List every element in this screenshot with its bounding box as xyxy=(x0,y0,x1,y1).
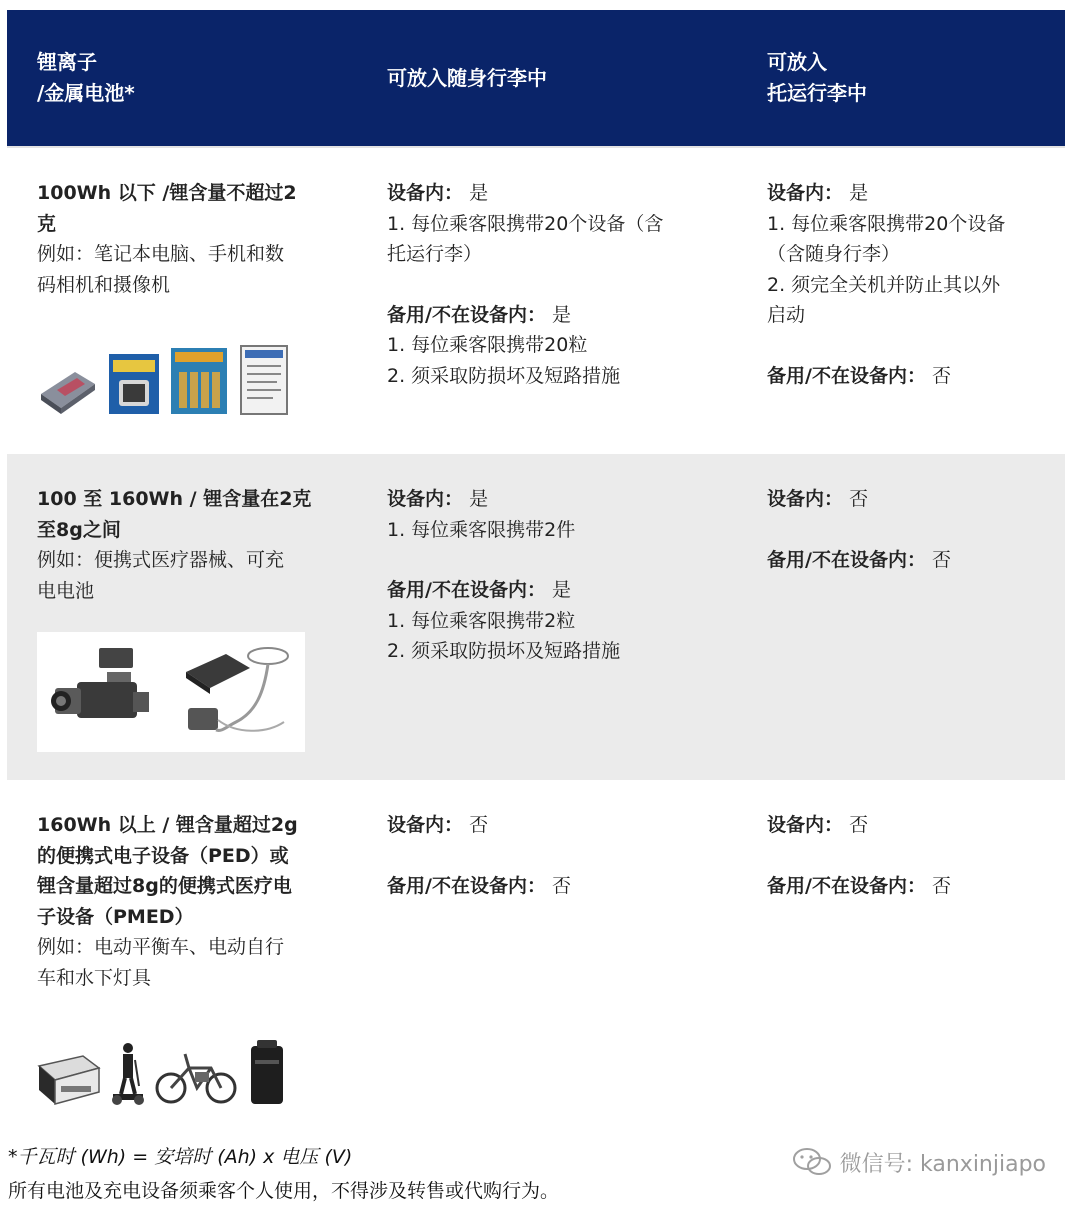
row-checked: 设备内： 是 1. 每位乘客限携带20个设备 （含随身行李） 2. 须完全关机并防止其以外 启动 备用/不在设备内： 否 xyxy=(767,182,1006,387)
laptop-battery-icon xyxy=(37,354,99,416)
watermark xyxy=(792,1146,1046,1178)
balance-scooter-icon xyxy=(111,1042,145,1106)
phone-battery-icon xyxy=(237,344,291,416)
table-row xyxy=(7,146,1065,454)
row-images xyxy=(37,632,305,752)
table-row xyxy=(7,780,1065,1140)
table-header xyxy=(7,10,1065,146)
ebike-battery-icon xyxy=(247,1040,287,1106)
row-category: 100 至 160Wh / 锂含量在2克 至8g之间 例如：便携式医疗器械、可充 电电池 xyxy=(7,454,357,780)
watermark-text: 微信号: kanxinjiapo xyxy=(839,1151,1046,1177)
camera-battery-icon xyxy=(107,350,161,416)
row-carry-on: 设备内： 是 1. 每位乘客限携带2件 备用/不在设备内： 是 1. 每位乘客限携带2粒 2. 须采取防损坏及短路措施 xyxy=(387,488,621,663)
footnote xyxy=(8,1140,559,1208)
row-carry-on: 设备内： 否 备用/不在设备内： 否 xyxy=(387,814,572,897)
medical-device-icon xyxy=(176,642,296,742)
footnote-usage-note: 所有电池及充电设备须乘客个人使用，不得涉及转售或代购行为。 xyxy=(8,1180,560,1202)
row-images xyxy=(37,336,333,416)
footnote-formula: *千瓦时 (Wh) = 安培时 (Ah) x 电压 (V) xyxy=(8,1146,353,1168)
aa-battery-pack-icon xyxy=(169,346,229,416)
video-camera-icon xyxy=(47,642,157,742)
row-checked: 设备内： 否 备用/不在设备内： 否 xyxy=(767,488,952,571)
row-images xyxy=(37,1036,333,1106)
row-checked: 设备内： 否 备用/不在设备内： 否 xyxy=(767,814,952,897)
header-battery-type: 锂离子 /金属电池* xyxy=(37,50,135,105)
row-category: 160Wh 以上 / 锂含量超过2g 的便携式电子设备（PED）或 锂含量超过8g的便携式医疗电 子设备（PMED） 例如：电动平衡车、电动自行 车和水下灯具 xyxy=(7,780,357,1140)
row-carry-on: 设备内： 是 1. 每位乘客限携带20个设备（含 托运行李） 备用/不在设备内： 是 1. 每位乘客限携带20粒 2. 须采取防损坏及短路措施 xyxy=(387,182,664,387)
header-checked: 可放入 托运行李中 xyxy=(767,50,867,105)
table-row xyxy=(7,454,1065,780)
battery-rules-table xyxy=(7,10,1065,1140)
e-bike-icon xyxy=(155,1046,237,1106)
row-category: 100Wh 以下 /锂含量不超过2 克 例如：笔记本电脑、手机和数 码相机和摄像机 xyxy=(7,148,357,454)
wechat-icon xyxy=(792,1146,832,1178)
header-carry-on: 可放入随身行李中 xyxy=(387,65,547,90)
large-battery-icon xyxy=(37,1050,101,1106)
